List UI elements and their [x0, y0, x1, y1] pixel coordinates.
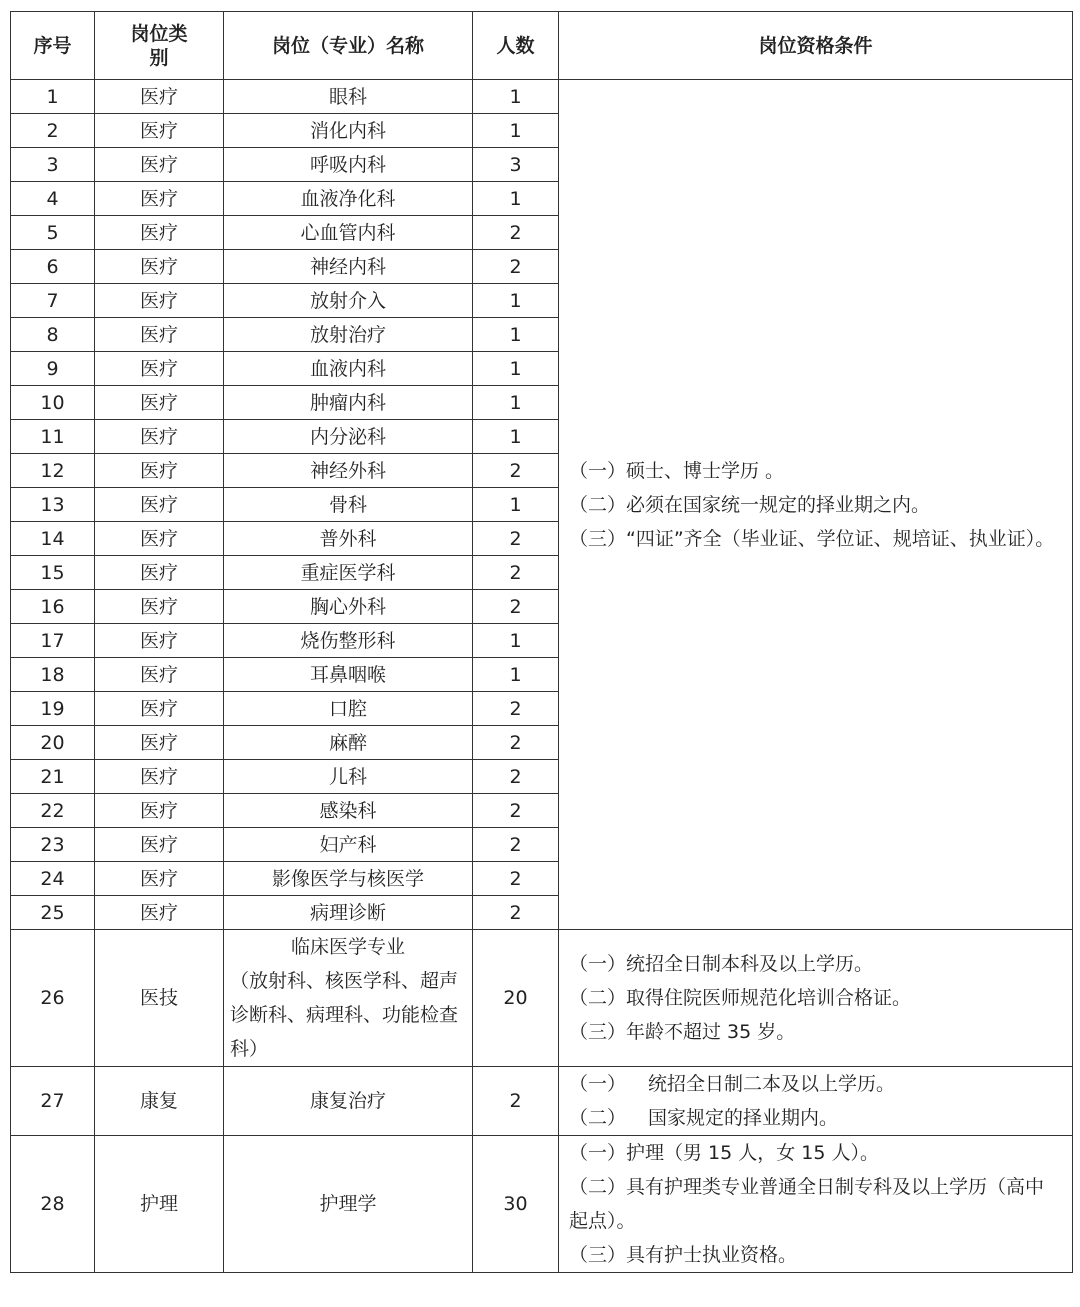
cell-position: 麻醉 [224, 726, 473, 760]
cell-count: 2 [473, 896, 559, 930]
cell-requirements-nursing [559, 1136, 1073, 1273]
cell-count: 20 [473, 930, 559, 1067]
cell-position: 耳鼻咽喉 [224, 658, 473, 692]
cell-position: 康复治疗 [224, 1067, 473, 1136]
cell-category: 医疗 [95, 896, 224, 930]
requirement-line: （三）年龄不超过 35 岁。 [569, 1021, 796, 1043]
cell-seq: 21 [11, 760, 95, 794]
cell-requirements-tech [559, 930, 1073, 1067]
cell-position: 影像医学与核医学 [224, 862, 473, 896]
requirement-line: （一）统招全日制本科及以上学历。 [569, 953, 874, 975]
header-category: 岗位类别 [95, 12, 224, 80]
cell-count: 2 [473, 522, 559, 556]
cell-count: 2 [473, 828, 559, 862]
cell-category: 医疗 [95, 760, 224, 794]
cell-seq: 20 [11, 726, 95, 760]
cell-category: 医疗 [95, 454, 224, 488]
cell-category: 医疗 [95, 182, 224, 216]
cell-seq: 3 [11, 148, 95, 182]
table-row [11, 930, 1073, 1067]
cell-count: 1 [473, 284, 559, 318]
cell-seq: 1 [11, 80, 95, 114]
cell-seq: 23 [11, 828, 95, 862]
position-line: 临床医学专业 [290, 936, 405, 958]
cell-seq: 11 [11, 420, 95, 454]
cell-category: 医疗 [95, 556, 224, 590]
cell-requirements-rehab [559, 1067, 1073, 1136]
requirement-line: （一）护理（男 15 人，女 15 人）。 [569, 1142, 880, 1164]
cell-position: 放射治疗 [224, 318, 473, 352]
table-row [11, 80, 1073, 114]
cell-seq: 10 [11, 386, 95, 420]
cell-category: 医疗 [95, 80, 224, 114]
cell-seq: 15 [11, 556, 95, 590]
cell-count: 2 [473, 250, 559, 284]
recruitment-table [10, 11, 1073, 1273]
cell-count: 2 [473, 1067, 559, 1136]
cell-category: 康复 [95, 1067, 224, 1136]
cell-seq: 7 [11, 284, 95, 318]
cell-seq: 5 [11, 216, 95, 250]
cell-category: 医疗 [95, 726, 224, 760]
cell-category: 医疗 [95, 420, 224, 454]
cell-position: 感染科 [224, 794, 473, 828]
cell-count: 2 [473, 862, 559, 896]
cell-category: 医技 [95, 930, 224, 1067]
cell-position: 消化内科 [224, 114, 473, 148]
cell-count: 1 [473, 488, 559, 522]
requirement-line: （一）硕士、博士学历 。 [569, 459, 785, 482]
cell-category: 医疗 [95, 658, 224, 692]
cell-count: 2 [473, 454, 559, 488]
cell-position: 口腔 [224, 692, 473, 726]
cell-count: 1 [473, 658, 559, 692]
cell-category: 医疗 [95, 216, 224, 250]
requirement-line: （三）具有护士执业资格。 [569, 1244, 798, 1266]
cell-position: 胸心外科 [224, 590, 473, 624]
cell-count: 2 [473, 794, 559, 828]
cell-count: 1 [473, 420, 559, 454]
cell-seq: 19 [11, 692, 95, 726]
cell-seq: 25 [11, 896, 95, 930]
cell-category: 医疗 [95, 148, 224, 182]
cell-position [224, 930, 473, 1067]
cell-count: 1 [473, 182, 559, 216]
cell-category: 医疗 [95, 250, 224, 284]
cell-seq: 17 [11, 624, 95, 658]
cell-category: 医疗 [95, 692, 224, 726]
cell-count: 1 [473, 114, 559, 148]
cell-seq: 27 [11, 1067, 95, 1136]
cell-count: 2 [473, 216, 559, 250]
cell-position: 心血管内科 [224, 216, 473, 250]
cell-category: 护理 [95, 1136, 224, 1273]
cell-seq: 8 [11, 318, 95, 352]
cell-position: 护理学 [224, 1136, 473, 1273]
cell-position: 血液净化科 [224, 182, 473, 216]
header-requirements: 岗位资格条件 [559, 12, 1073, 80]
cell-seq: 2 [11, 114, 95, 148]
cell-count: 2 [473, 590, 559, 624]
cell-position: 血液内科 [224, 352, 473, 386]
cell-count: 1 [473, 80, 559, 114]
cell-seq: 4 [11, 182, 95, 216]
cell-category: 医疗 [95, 352, 224, 386]
cell-position: 骨科 [224, 488, 473, 522]
cell-count: 3 [473, 148, 559, 182]
cell-category: 医疗 [95, 386, 224, 420]
cell-count: 1 [473, 318, 559, 352]
cell-seq: 16 [11, 590, 95, 624]
cell-count: 2 [473, 760, 559, 794]
cell-count: 2 [473, 726, 559, 760]
cell-category: 医疗 [95, 828, 224, 862]
cell-count: 1 [473, 624, 559, 658]
table-row [11, 1067, 1073, 1136]
cell-count: 1 [473, 386, 559, 420]
cell-seq: 13 [11, 488, 95, 522]
cell-position: 儿科 [224, 760, 473, 794]
cell-category: 医疗 [95, 114, 224, 148]
cell-position: 烧伤整形科 [224, 624, 473, 658]
requirement-line: （二）必须在国家统一规定的择业期之内。 [569, 493, 931, 516]
cell-position: 呼吸内科 [224, 148, 473, 182]
cell-count: 1 [473, 352, 559, 386]
cell-requirements-medical [559, 80, 1073, 930]
cell-position: 神经内科 [224, 250, 473, 284]
cell-seq: 14 [11, 522, 95, 556]
requirement-line: （三）“四证”齐全（毕业证、学位证、规培证、执业证）。 [569, 527, 1055, 550]
header-seq: 序号 [11, 12, 95, 80]
requirement-line: （二） 国家规定的择业期内。 [569, 1107, 839, 1129]
cell-seq: 9 [11, 352, 95, 386]
requirement-line: （二）取得住院医师规范化培训合格证。 [569, 987, 912, 1009]
header-row [11, 12, 1073, 80]
cell-category: 医疗 [95, 284, 224, 318]
cell-category: 医疗 [95, 488, 224, 522]
cell-category: 医疗 [95, 624, 224, 658]
cell-seq: 6 [11, 250, 95, 284]
cell-count: 2 [473, 556, 559, 590]
cell-seq: 26 [11, 930, 95, 1067]
header-count: 人数 [473, 12, 559, 80]
cell-count: 2 [473, 692, 559, 726]
cell-category: 医疗 [95, 590, 224, 624]
cell-position: 病理诊断 [224, 896, 473, 930]
header-position: 岗位（专业）名称 [224, 12, 473, 80]
cell-position: 内分泌科 [224, 420, 473, 454]
requirement-line: （一） 统招全日制二本及以上学历。 [569, 1073, 896, 1095]
position-line: （放射科、核医学科、超声诊断科、病理科、功能检查科） [230, 970, 459, 1060]
cell-category: 医疗 [95, 522, 224, 556]
cell-position: 普外科 [224, 522, 473, 556]
cell-seq: 28 [11, 1136, 95, 1273]
cell-category: 医疗 [95, 318, 224, 352]
requirement-line: （二）具有护理类专业普通全日制专科及以上学历（高中起点）。 [569, 1176, 1045, 1232]
cell-seq: 24 [11, 862, 95, 896]
cell-category: 医疗 [95, 862, 224, 896]
cell-position: 肿瘤内科 [224, 386, 473, 420]
cell-seq: 18 [11, 658, 95, 692]
cell-position: 神经外科 [224, 454, 473, 488]
cell-position: 放射介入 [224, 284, 473, 318]
cell-seq: 22 [11, 794, 95, 828]
cell-count: 30 [473, 1136, 559, 1273]
cell-seq: 12 [11, 454, 95, 488]
cell-position: 眼科 [224, 80, 473, 114]
cell-category: 医疗 [95, 794, 224, 828]
cell-position: 重症医学科 [224, 556, 473, 590]
cell-position: 妇产科 [224, 828, 473, 862]
table-row [11, 1136, 1073, 1273]
